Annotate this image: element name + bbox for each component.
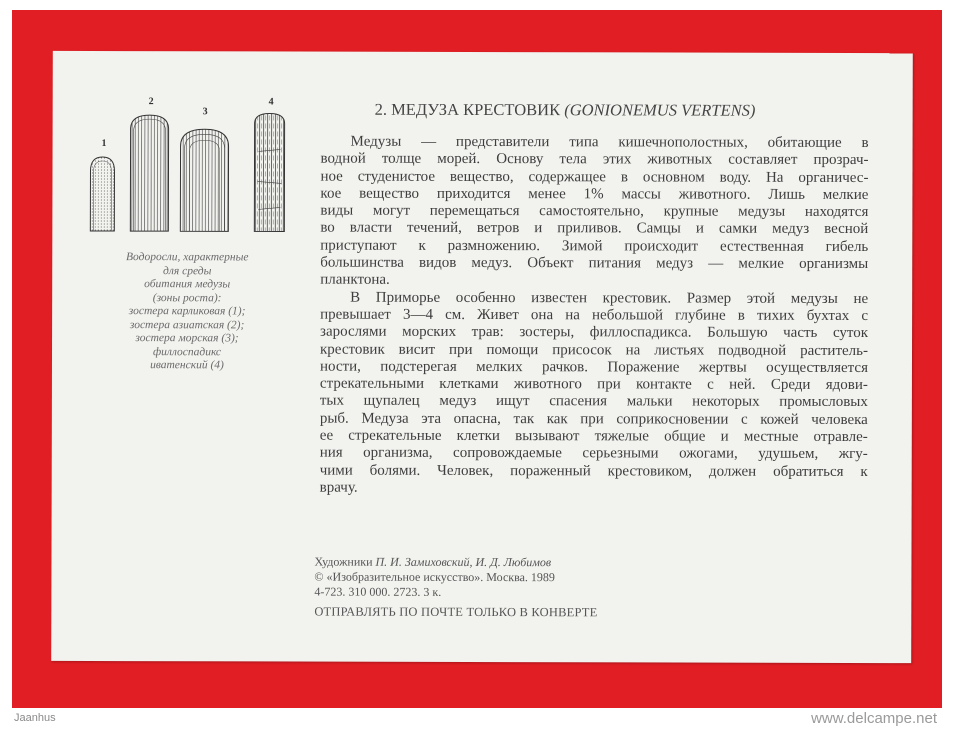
caption-line: зостера карликовая (1); [128, 305, 246, 318]
postcard-back [51, 51, 913, 663]
illustration-caption [92, 251, 282, 373]
article-body [320, 134, 869, 499]
artists-line [314, 555, 714, 571]
body-line: кое вещество приходится менее 1% массы животного. Лишь мелкие [320, 185, 869, 203]
body-line: виды могут перемещаться самостоятельно, крупные медузы находятся [320, 202, 869, 221]
body-line: В Приморье особенно известен крестовик. Размер этой медузы не [350, 289, 869, 307]
body-line: тых щупалец медуз ищут спасения мальки некоторых промысловых [319, 393, 868, 411]
body-line: во власти течений, ветров и приливов. Самцы и самки медуз весной [320, 220, 869, 238]
artists-prefix: Художники [314, 554, 373, 569]
seller-watermark: Jaanhus [14, 712, 56, 724]
body-line: зарослями морских трав: зостеры, филлоспадикса. Большую часть суток [320, 323, 869, 342]
figure-number-2: 2 [148, 96, 154, 108]
body-line: врачу. [319, 479, 358, 496]
artists-names: П. И. Замиховский, И. Д. Любимов [375, 554, 552, 570]
figure-number-3: 3 [202, 106, 208, 118]
site-watermark: www.delcampe.net [811, 710, 937, 727]
title-main: 2. МЕДУЗА КРЕСТОВИК [374, 99, 561, 120]
imprint-credits [314, 555, 714, 601]
body-line: ности, подстерегая мелких рачков. Поражение жертвы осуществляется [319, 358, 868, 376]
title-latin: (GONIONEMUS VERTENS) [564, 100, 756, 120]
caption-line: для среды [163, 264, 212, 277]
print-codes: 4-723. 310 000. 2723. 3 к. [314, 584, 442, 599]
body-line: ное студенистое вещество, содержащее в основном воду. На органичес- [320, 168, 869, 186]
body-line: Медузы — представители типа кишечнополостных, обитающие в [350, 133, 869, 152]
seagrass-illustration [82, 91, 292, 242]
figure-number-1: 1 [101, 138, 107, 150]
body-line: превышает 3—4 см. Живет она на небольшой глубине в тихих бухтах с [320, 306, 869, 324]
body-line: ее стрекательные клетки вызывают тяжелые общие и местные отравле- [319, 427, 868, 446]
caption-line: филлоспадикс [152, 345, 222, 358]
zostera-marine-shoot [180, 129, 228, 231]
caption-line: иватенский (4) [150, 359, 224, 372]
publisher-line: © «Изобразительное искусство». Москва. 1989 [314, 569, 555, 585]
body-line: водной толще морей. Основу тела этих животных составляет прозрач- [320, 150, 869, 169]
body-line: стрекательными клетками животного при контакте с ней. Среди ядови- [319, 375, 868, 394]
body-line: рыб. Медуза эта опасна, так как при соприкосновении с кожей человека [319, 410, 868, 428]
phyllospadix-shoot [254, 113, 284, 231]
caption-line: обитания медузы [144, 278, 231, 291]
mail-instruction: ОТПРАВЛЯТЬ ПО ПОЧТЕ ТОЛЬКО В КОНВЕРТЕ [314, 604, 598, 620]
body-line: чими болями. Человек, пораженный крестовиком, должен обратиться к [319, 462, 868, 480]
caption-line: зостера азиатская (2); [129, 318, 245, 331]
body-line: приступают к размножению. Зимой происходит естественная гибель [320, 237, 869, 255]
article-title [375, 100, 835, 121]
body-line: крестовик висит при помощи присосок на листьях подводной раститель- [319, 341, 869, 359]
caption-line: Водоросли, характерные [125, 251, 249, 264]
body-line: ния организма, сопровождаемые серьезными ожогами, удушьем, жгу- [319, 444, 868, 463]
caption-line: зостера морская (3); [135, 332, 239, 345]
caption-line: (зоны роста): [152, 291, 222, 304]
body-line: планктона. [320, 271, 390, 289]
figure-number-4: 4 [268, 96, 274, 108]
body-line: большинства видов медуз. Объект питания медуз — мелкие организмы [320, 254, 869, 273]
zostera-asiatic-shoot [130, 115, 168, 231]
